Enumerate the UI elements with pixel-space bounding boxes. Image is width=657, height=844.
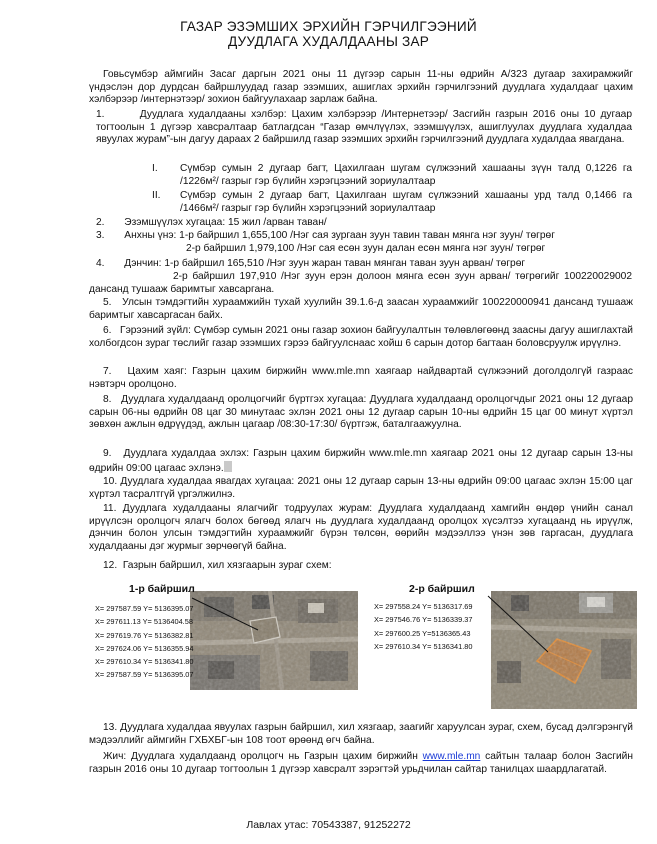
- coord-row: X= 297558.24 Y= 5136317.69: [374, 602, 473, 611]
- location-2-label: 2-р байршил: [409, 583, 475, 595]
- item-5: 5. Улсын тэмдэгтийн хураамжийн тухай хуулийн 39.1.6-д заасан хураамжийг 100220000941 дансанд тушааж баримтыг хавсаргасан байх.: [89, 297, 633, 321]
- roman-numeral-2: II.: [152, 190, 161, 201]
- location-2-coordinates: [374, 600, 473, 653]
- highlight-mark: [224, 461, 232, 472]
- item-12: 12. Газрын байршил, хил хязгаарын зураг схем:: [103, 560, 332, 571]
- location-2-description: Сүмбэр сумын 2 дугаар багт, Цахилгаан шугам сүлжээний хашааны урд талд 0,1466 га /1466м²/ газрыг гэр бүлийн хэрэгцээний зориулалтаар: [180, 190, 632, 214]
- coord-row: X= 297587.59 Y= 5136395.07: [95, 604, 194, 613]
- note-text-start: Жич: Дуудлага худалдаанд оролцогч нь Газрын цахим биржийн: [103, 751, 423, 762]
- note-paragraph: [89, 751, 633, 776]
- item-3-line-1: 3. Анхны үнэ: 1-р байршил 1,655,100 /Нэг сая зургаан зуун тавин таван мянга нэг зуун/ төгрөг: [96, 230, 555, 241]
- coord-row: X= 297546.76 Y= 5136339.37: [374, 615, 473, 625]
- location-1-pointer-line: [190, 594, 270, 634]
- intro-paragraph: Говьсүмбэр аймгийн Засаг даргын 2021 оны 11 дүгээр сарын 11-ны өдрийн А/323 дугаар захирамжийг үндэслэн дор дурдсан байршлуудад газар эзэмших, ашиглах эрхийн гэрчилгээний дуудлага худалдааг цахим хэлбэрээр /интернэтээр/ зохион байгуулахаар зарлаж байна.: [89, 69, 633, 106]
- item-2: 2. Эзэмшүүлэх хугацаа: 15 жил /арван таван/: [96, 217, 327, 228]
- item-4-line-2: 2-р байршил 197,910 /Нэг зуун ерэн долоон мянга есөн зуун арван/ төгрөгийг 100220029002 дансанд тушааж баримтыг хавсаргана.: [89, 271, 632, 295]
- document-title-line-2: ДУУДЛАГА ХУДАЛДААНЫ ЗАР: [227, 34, 429, 49]
- coord-row: X= 297619.76 Y= 5136382.81: [95, 630, 194, 640]
- mle-website-link[interactable]: www.mle.mn: [422, 751, 481, 762]
- item-10: 10. Дуудлага худалдаа явагдах хугацаа: 2021 оны 12 дугаар сарын 13-ны өдрийн 09:00 цагаас эхлэн 15:00 цаг хүртэл тасралтгүй үргэлжилнэ.: [89, 476, 633, 500]
- item-4-line-1: 4. Дэнчин: 1-р байршил 165,510 /Нэг зуун жаран таван мянган таван зуун арван/ төгрөг: [96, 258, 526, 269]
- location-1-label: 1-р байршил: [129, 583, 195, 595]
- coord-row: X= 297611.13 Y= 5136404.58: [95, 617, 193, 627]
- coord-row: X= 297610.34 Y= 5136341.80: [374, 641, 473, 651]
- coord-row: X= 297600.25 Y=5136365.43: [374, 628, 471, 638]
- location-2-pointer-line: [486, 594, 556, 654]
- item-9: [89, 448, 633, 475]
- location-1-coordinates: [95, 602, 194, 682]
- item-6: 6. Гэрээний зүйл: Сүмбэр сумын 2021 оны газар зохион байгуулалтын төлөвлөгөөнд заасны дагуу ашиглахтай холбогдсон зураг төслийг газар эзэмших гэрээ байгуулснаас хойш 6 сарын дотор багтаан боловсруулж ирүүлнэ.: [89, 325, 633, 349]
- item-3-line-2: 2-р байршил 1,979,100 /Нэг сая есөн зуун далан есөн мянга нэг зуун/ төгрөг: [186, 243, 546, 254]
- item-7: 7. Цахим хаяг: Газрын цахим биржийн www.mle.mn хаягаар найдвартай сүлжээний доголдолгүй газраас нэвтэрч оролцоно.: [89, 366, 633, 390]
- coord-row: X= 297587.59 Y= 5136395.07: [95, 670, 194, 680]
- item-13: 13. Дуудлага худалдаа явуулах газрын байршил, хил хязгаар, заагийг харуулсан зураг, схем, бусад дэлгэрэнгүй мэдээллийг аймгийн ГХБХБГ-ын 108 тоот өрөөнд өгч байна.: [89, 722, 633, 746]
- item-9-text: 9. Дуудлага худалдаа эхлэх: Газрын цахим биржийн www.mle.mn хаягаар 2021 оны 12 дугаар сарын 13-ны өдрийн 09:00 цагаас эхлэнэ.: [89, 448, 633, 474]
- item-8: 8. Дуудлага худалдаанд оролцогчийг бүртгэх хугацаа: Дуудлага худалдаанд оролцогчдыг 2021 оны 12 дугаар сарын 06-ны өдрийн 08 цаг 30 минутаас эхлэн 2021 оны 12 дугаар сарын 10-ны өдрийн 15 цаг 00 минут хүртэл зөвхөн ажлын өдрүүдэд, ажлын цагаар /08:30-17:30/ бүртгэж, баталгаажуулна.: [89, 394, 633, 431]
- document-title-line-1: ГАЗАР ЭЗЭМШИХ ЭРХИЙН ГЭРЧИЛГЭЭНИЙ: [180, 19, 477, 34]
- roman-numeral-1: I.: [152, 163, 158, 174]
- location-1-description: Сүмбэр сумын 2 дугаар багт, Цахилгаан шугам сүлжээний хашааны зүүн талд 0,1226 га /1226м²/ газрыг гэр бүлийн хэрэгцээний зориулалтаар: [180, 163, 632, 187]
- contact-phone: Лавлах утас: 70543387, 91252272: [246, 819, 411, 831]
- note-text-end: сайтын талаар болон Засгийн газрын 2016 оны 10 дугаар тогтоолын 1 дүгээр хавсралт зэрэгтэй урьдчилан сайтар танилцах шаардлагатай.: [89, 751, 633, 775]
- item-1: 1. Дуудлага худалдааны хэлбэр: Цахим хэлбэрээр /Интернетээр/ Засгийн газрын 2016 оны 10 дугаар тогтоолын 1 дүгээр хавсралтаар батлагдсан “Газар өмчлүүлэх, эзэмшүүлэх, ашиглуулах дуудлага худалдаа явуулах журам”-ын дагуу дараах 2 байршилд газар эзэмших эрхийн гэрчилгээний дуудлага худалдаа явагдана.: [96, 109, 632, 146]
- item-11: 11. Дуудлага худалдааны ялагчийг тодруулах журам: Дуудлага худалдаанд хамгийн өндөр үнийн санал ирүүлсэн оролцогч ялагч болох бөгөөд ялагч нь дуудлага худалдаанд оролцох хүсэлтээ хугацаанд нь ирүүлж, дэнчин болон улсын тэмдэгтийн хураамжийг бүрэн төлсөн, өөрийн мэдээллээ үнэн зөв гаргасан, дуудлага худалдааны дэг журмыг зөрчөөгүй байна.: [89, 503, 633, 552]
- coord-row: X= 297624.06 Y= 5136355.94: [95, 643, 194, 653]
- coord-row: X= 297610.34 Y= 5136341.80: [95, 657, 194, 667]
